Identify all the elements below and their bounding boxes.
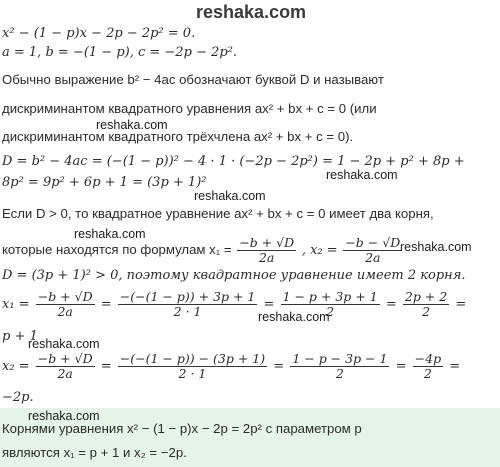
discriminant-def-line-1: Обычно выражение b² − 4ac обозначают буквой D и называют xyxy=(2,72,384,87)
answer-box xyxy=(0,408,500,467)
coefficients-line: a = 1, b = −(1 − p), c = −2p − 2p². xyxy=(2,45,237,60)
x1-frac3-num: 1 − p + 3p + 1 xyxy=(282,289,378,304)
x2-fraction-1 xyxy=(36,352,95,381)
watermark-label: reshaka.com xyxy=(28,409,100,423)
x1-label: x₁ = xyxy=(2,297,30,312)
equals-sign: = xyxy=(395,359,407,374)
equals-sign: = xyxy=(100,359,112,374)
formula-numerator-x1: −b + √D xyxy=(239,235,295,250)
equals-sign: = xyxy=(263,297,275,312)
equals-sign: = xyxy=(385,297,397,312)
discriminant-result-line: D = (3p + 1)² > 0, поэтому квадратное уравнение имеет 2 корня. xyxy=(2,268,466,283)
x1-frac4-num: 2p + 2 xyxy=(404,289,448,304)
equals-sign: = xyxy=(455,297,467,312)
x2-fraction-3 xyxy=(290,352,389,381)
watermark-label: reshaka.com xyxy=(326,168,398,182)
watermark-label: reshaka.com xyxy=(194,189,266,203)
formula-denominator-x1: 2a xyxy=(258,250,275,265)
answer-line-1: Корнями уравнения x² − (1 − p)x − 2p = 2p² с параметром p xyxy=(2,421,362,436)
x2-fraction-2 xyxy=(118,352,267,381)
formula-numerator-x2: −b − √D xyxy=(345,235,401,250)
x1-frac4-den: 2 xyxy=(422,304,431,319)
discriminant-calc-line-1: D = b² − 4ac = (−(1 − p))² − 4 · 1 · (−2p − 2p²) = 1 − 2p + p² + 8p + xyxy=(2,154,465,169)
x1-frac1-num: −b + √D xyxy=(37,289,93,304)
equals-sign: = xyxy=(449,359,461,374)
watermark-label: reshaka.com xyxy=(258,310,330,324)
discriminant-calc-line-2: 8p² = 9p² + 6p + 1 = (3p + 1)² xyxy=(2,175,207,190)
x1-fraction-2 xyxy=(118,290,258,319)
x2-label: x₂ = xyxy=(2,359,30,374)
x1-frac1-den: 2a xyxy=(57,304,73,319)
watermark-site: reshaka.com xyxy=(196,2,307,22)
discriminant-def-line-2: дискриминантом квадратного уравнения ax² + bx + c = 0 (или xyxy=(2,101,377,116)
x2-frac3-num: 1 − p − 3p − 1 xyxy=(292,351,388,366)
x2-frac3-den: 2 xyxy=(335,366,344,381)
equation-line: x² − (1 − p)x − 2p − 2p² = 0. xyxy=(2,26,196,41)
condition-line-2 xyxy=(2,236,404,265)
equals-sign: = xyxy=(273,359,285,374)
x1-result: p + 1 xyxy=(2,329,38,344)
x1-fraction-1 xyxy=(36,290,95,319)
x2-fraction-4 xyxy=(413,352,443,381)
root-formula-x1 xyxy=(237,236,296,265)
watermark-label: reshaka.com xyxy=(96,118,168,132)
x2-frac4-den: 2 xyxy=(423,366,432,381)
x2-frac2-num: −(−(1 − p)) − (3p + 1) xyxy=(119,351,266,366)
discriminant-def-line-3: дискриминантом квадратного трёхчлена ax² + bx + c = 0). xyxy=(2,129,354,144)
x1-frac3-den: 2 xyxy=(326,304,335,319)
formula-x2-label: , x₂ = xyxy=(301,242,338,258)
x1-fraction-4 xyxy=(403,290,449,319)
formula-intro-text: которые находятся по формулам x₁ = xyxy=(2,241,232,257)
answer-line-2: являются x₁ = p + 1 и x₂ = −2p. xyxy=(2,445,187,460)
x2-frac2-den: 2 · 1 xyxy=(178,366,207,381)
watermark-label: reshaka.com xyxy=(400,240,472,254)
x1-calculation xyxy=(2,290,466,319)
equals-sign: = xyxy=(100,297,112,312)
watermark-label: reshaka.com xyxy=(28,337,100,351)
x1-frac2-den: 2 · 1 xyxy=(173,304,202,319)
condition-line-1: Если D > 0, то квадратное уравнение ax² + bx + c = 0 имеет два корня, xyxy=(2,206,434,221)
root-formula-x2 xyxy=(343,236,402,265)
x2-frac1-num: −b + √D xyxy=(37,351,93,366)
x2-result: −2p. xyxy=(2,390,34,405)
x2-calculation xyxy=(2,352,460,381)
formula-denominator-x2: 2a xyxy=(365,250,381,265)
x2-frac4-num: −4p xyxy=(414,351,442,366)
x2-frac1-den: 2a xyxy=(57,366,73,381)
watermark-label: reshaka.com xyxy=(74,227,146,241)
x1-frac2-num: −(−(1 − p)) + 3p + 1 xyxy=(119,289,256,304)
